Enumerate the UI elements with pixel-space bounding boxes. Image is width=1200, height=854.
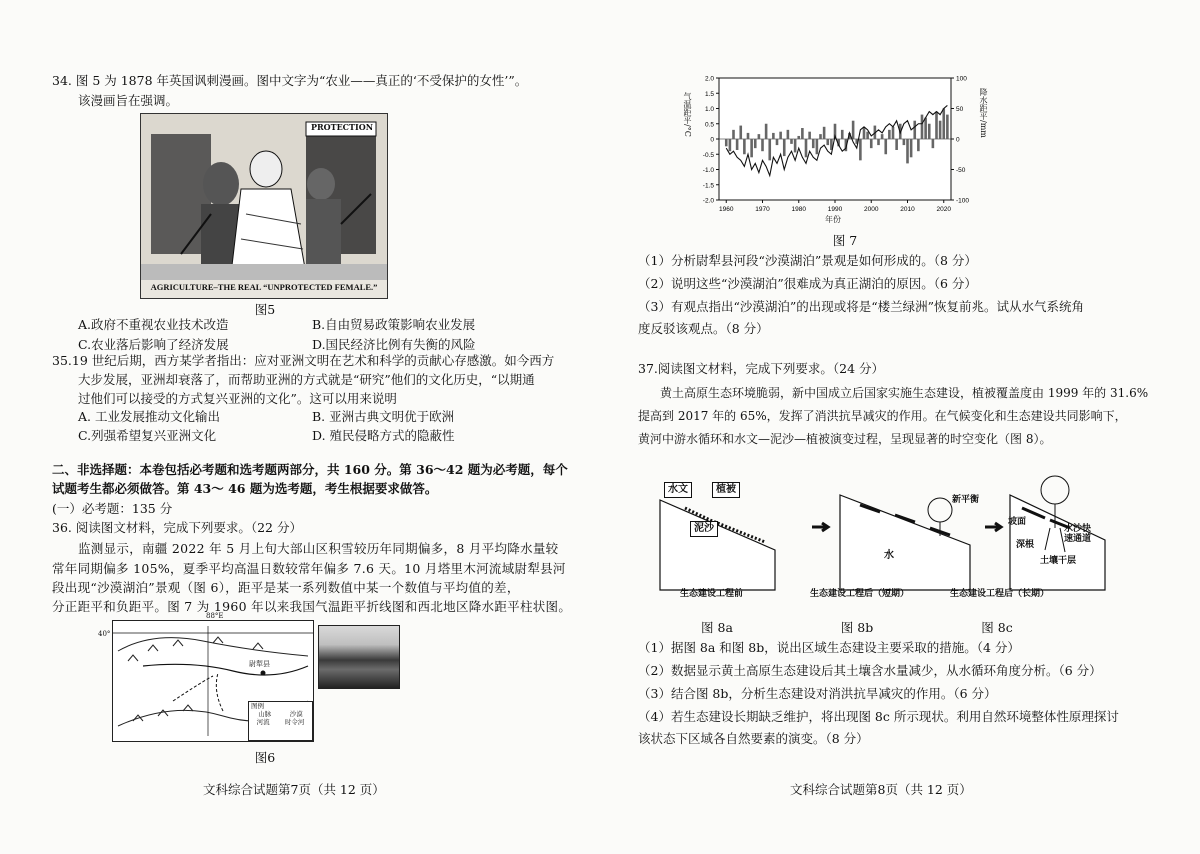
precip-bar [725, 139, 728, 146]
precip-bar [921, 115, 924, 139]
precip-bar [932, 139, 935, 148]
diagram-hydro-box: 水文 [664, 482, 692, 498]
left-tick-label: -0.5 [702, 151, 714, 159]
q35-line3: 过他们可以接受的方式复兴亚洲的文化”。这可以用来说明 [78, 391, 397, 406]
precip-bar [801, 128, 804, 139]
precip-bar [935, 112, 938, 139]
legend-desert: 沙漠 [289, 710, 303, 718]
precip-bar [892, 127, 895, 139]
precip-bar [787, 130, 790, 139]
diagram-water-label: 水 [884, 550, 894, 561]
left-tick-label: 1.5 [704, 90, 714, 98]
q36-para-3: 段出现“沙漠湖泊”景观（图 6），距平是某一系列数值中某一个数值与平均值的差， [52, 580, 520, 595]
diagram-new-plain-label: 新平衡 [952, 495, 980, 505]
q34-line1: 34. 图 5 为 1878 年英国讽刺漫画。图中文字为“农业——真正的‘不受保护的女性’”。 [52, 73, 528, 88]
figure8a-label: 图 8a [701, 620, 733, 635]
q36-sub-3b: 度反驳该观点。（8 分） [638, 321, 769, 336]
map-figure [112, 620, 314, 742]
diagram-roots-label: 深根 [1016, 540, 1035, 550]
q35-option-b[interactable]: B. 亚洲古典文明优于欧洲 [312, 409, 455, 424]
desert-lake-photo [318, 625, 400, 689]
x-tick-label: 1960 [719, 206, 734, 213]
precip-bar [910, 139, 913, 157]
precip-bar [761, 139, 764, 151]
q35-line1: 35.19 世纪后期，西方某学者指出：应对亚洲文明在艺术和科学的贡献心存感激。如今西方 [52, 353, 555, 368]
precip-bar [794, 139, 797, 152]
legend-mountain: 山脉 [258, 710, 272, 718]
q34-option-c[interactable]: C.农业落后影响了经济发展 [78, 337, 229, 352]
cartoon-sign: PROTECTION [311, 122, 374, 132]
left-tick-label: 1.0 [704, 106, 714, 113]
precip-bar [819, 134, 822, 139]
precip-bar [852, 121, 855, 139]
q36-sub-3a: （3）有观点指出“沙漠湖泊”的出现或将是“楼兰绿洲”恢复前兆。试从水气系统角 [638, 299, 1085, 314]
precip-bar [736, 139, 739, 150]
x-tick-label: 1990 [827, 206, 843, 213]
left-tick-label: -1.5 [702, 182, 714, 190]
figure8c-label: 图 8c [981, 620, 1013, 635]
right-tick-label: 0 [956, 136, 960, 144]
section2-required: (一）必考题：135 分 [52, 501, 173, 516]
chart-x-label: 年份 [825, 215, 841, 224]
x-tick-label: 2020 [936, 206, 951, 213]
left-tick-label: -2.0 [702, 197, 714, 205]
diagram-sediment-box: 泥沙 [690, 521, 718, 537]
cartoon-drawing [141, 114, 387, 280]
precip-bar [732, 130, 735, 139]
precip-bar [797, 136, 800, 139]
map-legend [248, 701, 313, 741]
section2-line1: 二、非选择题：本卷包括必考题和选考题两部分，共 160 分。第 36～42 题为必考题，每个 [52, 462, 568, 477]
q34-option-b[interactable]: B.自由贸易政策影响农业发展 [312, 317, 476, 332]
x-tick-label: 1970 [755, 206, 770, 213]
q36-title: 36. 阅读图文材料，完成下列要求。（22 分） [52, 520, 302, 535]
q37-para-2: 提高到 2017 年的 65%，发挥了消洪抗旱减灾的作用。在气候变化和生态建设共同影响下， [638, 409, 1127, 423]
right-tick-label: 50 [956, 106, 964, 113]
cartoon-caption: AGRICULTURE–THE REAL “UNPROTECTED FEMALE.” [150, 282, 378, 292]
left-tick-label: -1.0 [702, 167, 714, 174]
precip-bar [859, 139, 862, 160]
q35-option-d[interactable]: D. 殖民侵略方式的隐蔽性 [312, 428, 455, 443]
precip-bar [917, 139, 920, 151]
precip-bar [790, 139, 793, 144]
precip-bar [816, 139, 819, 154]
right-page [600, 0, 1200, 854]
q37-sub-1: （1）据图 8a 和图 8b，说出区域生态建设主要采取的措施。（4 分） [638, 640, 1020, 655]
figure8b-label: 图 8b [840, 620, 874, 635]
diagram-veg-box: 植被 [712, 482, 740, 498]
q37-para-3: 黄河中游水循环和水文—泥沙—植被演变过程，呈现显著的时空变化（图 8）。 [638, 432, 1052, 446]
precip-bar [870, 139, 873, 148]
precip-bar [841, 130, 844, 139]
q35-option-c[interactable]: C.列强希望复兴亚洲文化 [78, 428, 217, 443]
precip-bar [928, 124, 931, 139]
diagram-dry-layer-label: 土壤干层 [1040, 556, 1077, 566]
q37-sub-2: （2）数据显示黄土高原生态建设后其土壤含水量减少，从水循环角度分析。（6 分） [638, 663, 1102, 678]
precip-bar [747, 133, 750, 139]
precip-bar [779, 132, 782, 139]
section2-line2: 试题考生都必须做答。第 43～ 46 题为选考题，考生根据要求做答。 [52, 481, 438, 496]
precip-bar [772, 133, 775, 139]
q34-line2: 该漫画旨在强调。 [78, 93, 179, 108]
q37-sub-3: （3）结合图 8b，分析生态建设对消洪抗旱减灾的作用。（6 分） [638, 686, 997, 701]
legend-seasonal: 时令河 [284, 718, 305, 726]
right-tick-label: -50 [956, 167, 966, 174]
q37-para-1: 黄土高原生态环境脆弱，新中国成立后国家实施生态建设，植被覆盖度由 1999 年的 31.6% [660, 386, 1149, 400]
figure6-label: 图6 [254, 750, 276, 765]
diagram-c-caption: 生态建设工程后（长期） [950, 589, 1050, 599]
cartoon-figure [140, 113, 388, 299]
chart-left-axis-label: 气温距平/°C [683, 92, 692, 137]
precip-bar [906, 139, 909, 163]
diagram-a-caption: 生态建设工程前 [680, 589, 744, 599]
q37-title: 37.阅读图文材料，完成下列要求。（24 分） [638, 361, 885, 376]
precip-bar [765, 124, 768, 139]
legend-river: 河流 [256, 718, 270, 726]
precip-bar [805, 139, 808, 157]
precip-bar [783, 139, 786, 156]
precip-bar [903, 139, 906, 145]
q36-para-4: 分正距平和负距平。图 7 为 1960 年以来我国气温距平折线图和西北地区降水距平柱状图。 [52, 599, 572, 614]
q36-para-2: 常年同期偏多 105%，夏季平均高温日数较常年偏多 7.6 天。10 月塔里木河流域尉犁县河 [52, 561, 566, 576]
precip-bar [750, 139, 753, 157]
precip-bar [939, 121, 942, 139]
precip-bar [942, 109, 945, 140]
q36-para-1: 监测显示，南疆 2022 年 5 月上旬大部山区积雪较历年同期偏多，8 月平均降水量较 [78, 541, 559, 556]
figure7-label: 图 7 [832, 233, 858, 248]
figure5-label: 图5 [254, 302, 276, 317]
precip-bar [808, 132, 811, 139]
q35-option-a[interactable]: A. 工业发展推动文化输出 [78, 409, 220, 424]
precip-bar [877, 139, 880, 145]
left-tick-label: 0.5 [704, 121, 714, 129]
q35-line2: 大步发展，亚洲却衰落了，而帮助亚洲的方式就是“研究”他们的文化历史，“以期通 [78, 372, 535, 387]
diagram-b-caption: 生态建设工程后（短期） [810, 589, 910, 599]
map-town-label: 尉犁县 [249, 660, 270, 668]
precip-bar [826, 139, 829, 145]
x-tick-label: 1980 [791, 206, 806, 213]
left-tick-label: 2.0 [704, 75, 714, 83]
precip-bar [884, 139, 887, 154]
precip-bar [924, 118, 927, 139]
q34-option-a[interactable]: A.政府不重视农业技术改造 [78, 317, 229, 332]
precip-bar [881, 134, 884, 139]
precip-bar [888, 130, 891, 139]
left-tick-label: 0 [710, 136, 714, 144]
map-lat-label: 40° [98, 630, 111, 638]
precip-bar [823, 127, 826, 139]
right-footer: 文科综合试题第8页（共 12 页） [790, 782, 972, 797]
precip-bar [758, 134, 761, 139]
precip-bar [946, 115, 949, 139]
precip-bar [812, 139, 815, 148]
left-footer: 文科综合试题第7页（共 12 页） [203, 782, 385, 797]
precip-bar [754, 139, 757, 148]
map-legend-title: 图例 [251, 702, 264, 710]
chart-right-axis-label: 降水距平/mm [979, 88, 988, 138]
q36-sub-2: （2）说明这些“沙漠湖泊”很难成为真正湖泊的原因。（6 分） [638, 276, 977, 291]
q37-sub-4b: 该状态下区域各自然要素的演变。（8 分） [638, 731, 869, 746]
q36-sub-1: （1）分析尉犁县河段“沙漠湖泊”景观是如何形成的。（8 分） [638, 253, 977, 268]
diagram-slope-label: 坡面 [1008, 517, 1027, 527]
precip-bar [729, 139, 732, 151]
x-tick-label: 2010 [900, 206, 915, 213]
climate-chart [685, 70, 985, 220]
precip-bar [739, 126, 742, 139]
precip-bar [776, 139, 779, 145]
precip-bar [743, 139, 746, 154]
right-tick-label: -100 [956, 197, 970, 205]
diagram-channel-label: 水沙快速通道 [1064, 524, 1092, 544]
q34-option-d[interactable]: D.国民经济比例有失衡的风险 [312, 337, 476, 352]
q37-sub-4a: （4）若生态建设长期缺乏维护，将出现图 8c 所示现状。利用自然环境整体性原理探讨 [638, 709, 1119, 724]
precip-bar [895, 139, 898, 150]
precip-bar [866, 132, 869, 139]
precip-bar [863, 128, 866, 139]
precip-bar [768, 139, 771, 160]
right-tick-label: 100 [956, 75, 967, 83]
x-tick-label: 2000 [864, 206, 879, 213]
map-lon-label: 88°E [206, 612, 224, 620]
precip-bar [913, 121, 916, 139]
